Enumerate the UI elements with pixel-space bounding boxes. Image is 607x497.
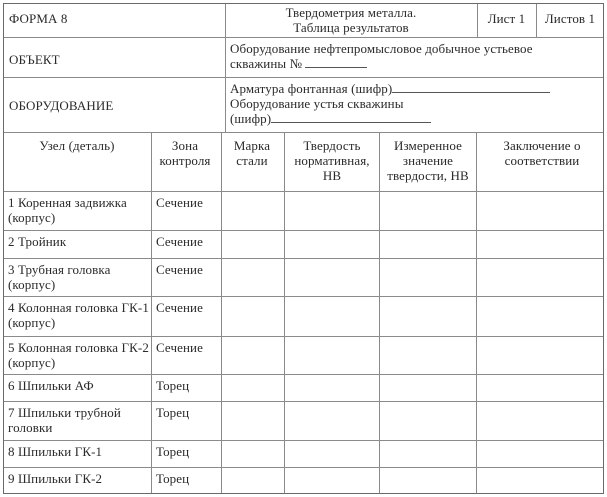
sheets-total: Листов 1 [544,11,596,26]
rule [4,296,603,297]
rule [225,4,226,132]
rule [4,440,603,441]
rule [151,132,152,493]
equipment-line-3: (шифр) [230,111,602,126]
row-7-zone: Торец [156,405,190,420]
object-line-2: скважины № [230,56,602,71]
wellhead-cipher-blank [271,111,431,123]
row-3-zone: Сечение [156,262,203,277]
rule [536,4,537,37]
row-5-zone: Сечение [156,340,203,355]
row-6-part: 6 Шпильки АФ [8,378,94,393]
equipment-line-1: Арматура фонтанная (шифр) [230,81,602,96]
rule [4,132,603,133]
form-label: ФОРМА 8 [9,11,68,26]
rule [476,132,477,493]
row-6-zone: Торец [156,378,190,393]
well-number-blank [305,56,367,68]
row-4-part: 4 Колонная головка ГК-1 (корпус) [8,300,149,330]
object-value [230,41,602,71]
sheet-number: Лист 1 [487,11,526,26]
row-3-part: 3 Трубная головка (корпус) [8,262,111,292]
fountain-cipher-blank [392,81,550,93]
title-line-2: Таблица результатов [293,20,409,35]
rule [4,230,603,231]
rule [4,467,603,468]
row-2-part: 2 Тройник [8,234,67,249]
row-7-part: 7 Шпильки трубной головки [8,405,121,435]
rule [4,191,603,192]
col-header-conclusion: Заключение о соответствии [503,138,581,168]
document-title [225,5,477,35]
equipment-label: ОБОРУДОВАНИЕ [9,98,114,113]
rule [477,4,478,37]
row-8-zone: Торец [156,444,190,459]
rule [4,37,603,38]
col-header-normative-hardness: Твердость нормативная, НВ [294,138,370,183]
rule [379,132,380,493]
title-line-1: Твердометрия металла. [285,5,417,20]
rule [4,374,603,375]
equipment-line-2: Оборудование устья скважины [230,96,404,111]
rule [4,336,603,337]
rule [221,132,222,493]
row-1-zone: Сечение [156,195,203,210]
col-header-steel-grade: Марка стали [233,138,271,168]
row-5-part: 5 Колонная головка ГК-2 (корпус) [8,340,149,370]
row-2-zone: Сечение [156,234,203,249]
row-9-zone: Торец [156,471,190,486]
row-1-part: 1 Коренная задвижка (корпус) [8,195,127,225]
col-header-part: Узел (деталь) [39,138,115,153]
col-header-measured-hardness: Измеренное значение твердости, НВ [387,138,469,183]
equipment-value [230,81,602,126]
rule [4,258,603,259]
object-label: ОБЪЕКТ [9,52,60,67]
row-8-part: 8 Шпильки ГК-1 [8,444,103,459]
object-line-1: Оборудование нефтепромысловое добычное устьевое [230,41,533,56]
col-header-zone: Зона контроля [159,138,211,168]
rule [4,77,603,78]
row-4-zone: Сечение [156,300,203,315]
rule [284,132,285,493]
row-9-part: 9 Шпильки ГК-2 [8,471,103,486]
rule [4,401,603,402]
